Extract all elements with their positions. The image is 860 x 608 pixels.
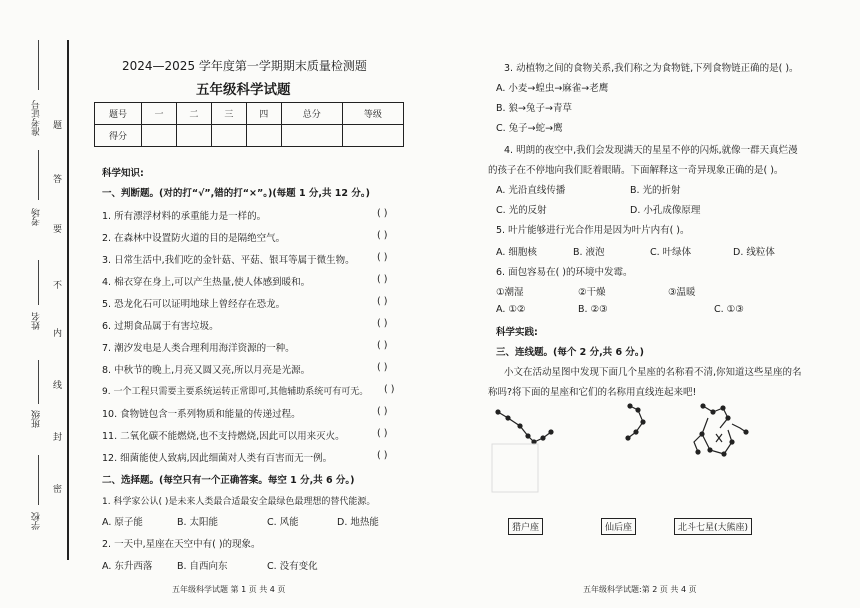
margin-field-room: 考场 (32, 208, 42, 226)
score-cell: 等级 (342, 103, 403, 125)
binding-line (67, 40, 69, 560)
score-cell[interactable] (211, 125, 246, 147)
choice-option[interactable]: C. 没有变化 (267, 561, 318, 572)
choice-option[interactable]: D. 地热能 (337, 517, 379, 528)
seal-char: 内 (53, 329, 63, 339)
seal-char: 封 (53, 433, 63, 443)
score-cell: 三 (211, 103, 246, 125)
score-cell[interactable] (281, 125, 342, 147)
margin-field-id: 准考证号 (32, 100, 42, 136)
choice-option[interactable]: B. 太阳能 (177, 517, 219, 528)
margin-line (38, 150, 39, 200)
choice-question: 6. 面包容易在( )的环境中发霉。 (496, 267, 633, 278)
answer-blank[interactable]: ( ) (377, 340, 388, 351)
choice-question: 4. 明朗的夜空中,我们会发现满天的星星不停的闪烁,就像一群天真烂漫 (504, 145, 798, 156)
score-cell: 四 (246, 103, 281, 125)
choice-option[interactable]: B. 光的折射 (630, 185, 681, 196)
answer-blank[interactable]: ( ) (377, 318, 388, 329)
answer-blank[interactable]: ( ) (377, 362, 388, 373)
margin-field-school: 学校 (32, 512, 42, 530)
judge-item: 4. 棉衣穿在身上,可以产生热量,使人体感到暖和。 (102, 277, 311, 288)
page-footer: 五年级科学试题:第 2 页 共 4 页 (583, 585, 697, 594)
link-header: 三、连线题。(每个 2 分,共 6 分。) (496, 347, 644, 358)
judge-item: 11. 二氧化碳不能燃烧,也不支持燃烧,因此可以用来灭火。 (102, 431, 345, 442)
score-cell: 题号 (95, 103, 142, 125)
cassiopeia-figure (626, 404, 645, 440)
margin-line (38, 455, 39, 505)
page-footer: 五年级科学试题 第 1 页 共 4 页 (172, 585, 286, 594)
judge-item: 1. 所有漂浮材料的承重能力是一样的。 (102, 211, 267, 222)
score-cell[interactable] (342, 125, 403, 147)
choice-option[interactable]: A. 原子能 (102, 517, 143, 528)
choice-question: 3. 动植物之间的食物关系,我们称之为食物链,下列食物链正确的是( )。 (504, 63, 799, 74)
seal-char: 答 (53, 175, 63, 185)
choice-option[interactable]: B. 狼→兔子→青草 (496, 103, 572, 114)
score-table-row (95, 125, 404, 147)
big-dipper-figure (694, 404, 748, 456)
answer-blank[interactable]: ( ) (377, 296, 388, 307)
answer-blank[interactable]: ( ) (377, 274, 388, 285)
constellation-name-cassiopeia[interactable]: 仙后座 (601, 518, 636, 535)
score-cell[interactable] (142, 125, 177, 147)
choice-option[interactable]: A. 东升西落 (102, 561, 153, 572)
seal-char: 密 (53, 485, 63, 495)
choice-option[interactable]: C. 风能 (267, 517, 299, 528)
score-cell: 二 (176, 103, 211, 125)
choice-question: 5. 叶片能够进行光合作用是因为叶片内有( )。 (496, 225, 690, 236)
margin-field-class: 班级 (32, 410, 42, 428)
choice-question: 1. 科学家公认( )是未来人类最合适最安全最绿色最理想的替代能源。 (102, 497, 376, 507)
section-knowledge: 科学知识: (102, 168, 144, 179)
condition-item: ③温暖 (668, 287, 696, 298)
judge-item: 3. 日常生活中,我们吃的金针菇、平菇、银耳等属于微生物。 (102, 255, 355, 266)
judge-item: 9. 一个工程只需要主要系统运转正常即可,其他辅助系统可有可无。 (102, 387, 369, 397)
binding-margin (0, 0, 72, 608)
choice-option[interactable]: B. 液泡 (573, 247, 605, 258)
score-table (94, 102, 404, 147)
margin-field-name: 姓名 (32, 312, 42, 330)
judge-item: 10. 食物链包含一系列物质和能量的传递过程。 (102, 409, 301, 420)
margin-line (38, 260, 39, 305)
margin-line (38, 360, 39, 404)
judge-item: 12. 细菌能使人致病,因此细菌对人类有百害而无一例。 (102, 453, 333, 464)
judge-item: 8. 中秋节的晚上,月亮又圆又亮,所以月亮是光源。 (102, 365, 311, 376)
link-instructions: 称吗?将下面的星座和它们的名称用直线连起来吧! (488, 387, 697, 398)
choice-option[interactable]: D. 小孔成像原理 (630, 205, 701, 216)
judge-header: 一、判断题。(对的打“√”,错的打“×”。)(每题 1 分,共 12 分。) (102, 188, 370, 199)
faint-box (492, 444, 538, 492)
exam-subtitle: 五年级科学试题 (196, 82, 291, 98)
answer-blank[interactable]: ( ) (377, 428, 388, 439)
score-table-row (95, 103, 404, 125)
choice-question: 的孩子在不停地向我们眨着眼睛。下面解释这一奇异现象正确的是( )。 (488, 165, 784, 176)
link-instructions: 小文在活动星图中发现下面几个星座的名称看不清,你知道这些星座的名 (504, 367, 802, 378)
choice-option[interactable]: A. 细胞核 (496, 247, 537, 258)
choice-option[interactable]: A. 光沿直线传播 (496, 185, 566, 196)
score-cell[interactable] (246, 125, 281, 147)
orion-figure (496, 410, 553, 444)
margin-line (38, 40, 39, 90)
judge-item: 5. 恐龙化石可以证明地球上曾经存在恐龙。 (102, 299, 286, 310)
choice-header: 二、选择题。(每空只有一个正确答案。每空 1 分,共 6 分。) (102, 475, 355, 486)
section-practice: 科学实践: (496, 327, 538, 338)
condition-item: ②干燥 (578, 287, 606, 298)
choice-question: 2. 一天中,星座在天空中有( )的现象。 (102, 539, 261, 550)
choice-option[interactable]: C. 光的反射 (496, 205, 547, 216)
judge-item: 2. 在森林中设置防火道的目的是隔绝空气。 (102, 233, 286, 244)
choice-option[interactable]: B. ②③ (578, 304, 608, 315)
judge-item: 6. 过期食品属于有害垃圾。 (102, 321, 219, 332)
condition-item: ①潮湿 (496, 287, 524, 298)
answer-blank[interactable]: ( ) (377, 406, 388, 417)
constellation-name-orion[interactable]: 猎户座 (508, 518, 543, 535)
choice-option[interactable]: B. 自西向东 (177, 561, 228, 572)
choice-option[interactable]: D. 线粒体 (733, 247, 775, 258)
answer-blank[interactable]: ( ) (377, 252, 388, 263)
answer-blank[interactable]: ( ) (377, 450, 388, 461)
score-cell: 一 (142, 103, 177, 125)
choice-option[interactable]: C. 兔子→蛇→鹰 (496, 123, 563, 134)
judge-item: 7. 潮汐发电是人类合理利用海洋资源的一种。 (102, 343, 295, 354)
exam-title: 2024—2025 学年度第一学期期末质量检测题 (122, 59, 367, 73)
seal-char: 题 (53, 121, 63, 131)
choice-option[interactable]: A. 小麦→蝗虫→麻雀→老鹰 (496, 83, 609, 94)
answer-blank[interactable]: ( ) (377, 208, 388, 219)
choice-option[interactable]: C. 叶绿体 (650, 247, 692, 258)
seal-char: 线 (53, 381, 63, 391)
constellation-name-big-dipper[interactable]: 北斗七星(大熊座) (674, 518, 752, 535)
choice-option[interactable]: A. ①② (496, 304, 526, 315)
constellation-figures (488, 398, 818, 498)
score-cell: 得分 (95, 125, 142, 147)
answer-blank[interactable]: ( ) (384, 384, 395, 395)
score-cell: 总分 (281, 103, 342, 125)
seal-char: 不 (53, 281, 63, 291)
seal-char: 要 (53, 225, 63, 235)
answer-blank[interactable]: ( ) (377, 230, 388, 241)
score-cell[interactable] (176, 125, 211, 147)
choice-option[interactable]: C. ①③ (714, 304, 744, 315)
